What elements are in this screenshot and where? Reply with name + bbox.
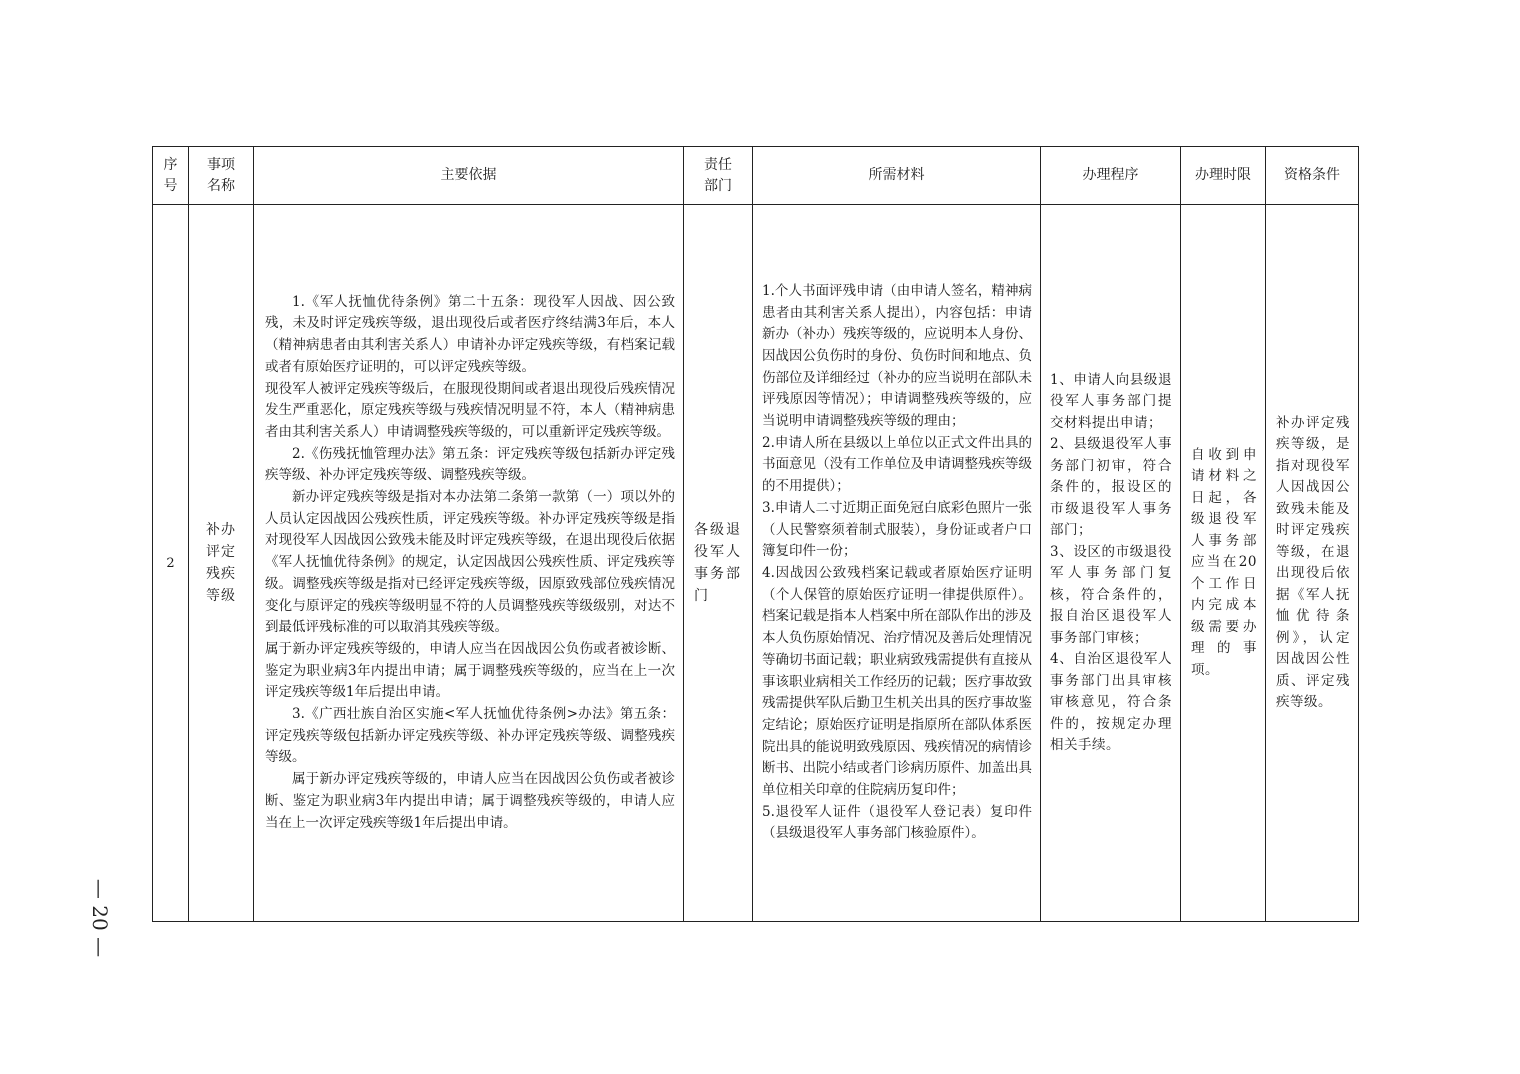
procedure-step: 4、自治区退役军人事务部门出具审核审核意见，符合条件的，按规定办理相关手续。 [1050,651,1172,753]
row-required-materials [753,205,1041,922]
service-item-table [152,146,1359,922]
row-time-limit [1181,205,1266,922]
material-item: 3.申请人二寸近期正面免冠白底彩色照片一张（人民警察须着制式服装），身份证或者户口簿复印件一份； [762,499,1032,560]
material-item: 2.申请人所在县级以上单位以正式文件出具的书面意见（没有工作单位及申请调整残疾等级的不用提供）； [762,434,1032,495]
basis-paragraph: 3.《广西壮族自治区实施<军人抚恤优待条例>办法》第五条：评定残疾等级包括新办评定残疾等级、补办评定残疾等级、调整残疾等级。 [265,706,675,766]
page-number [80,868,120,968]
time-limit-text: 自收到申请材料之日起，各级退役军人事务部应当在20个工作日内完成本级需要办理的事项。 [1191,446,1257,678]
qualification-text: 补办评定残疾等级，是指对现役军人因战因公致残未能及时评定残疾等级，在退出现役后依据《军人抚恤优待条例》，认定因战因公性质、评定残疾等级。 [1276,414,1350,710]
header-qualification: 资格条件 [1266,147,1359,205]
basis-paragraph: 现役军人被评定残疾等级后，在服现役期间或者退出现役后残疾情况发生严重恶化，原定残疾等级与残疾情况明显不符，本人（精神病患者由其利害关系人）申请调整残疾等级的，可以重新评定残疾等级。 [265,380,675,440]
row-item-name: 补办 评定 残疾 等级 [189,205,254,922]
header-procedure: 办理程序 [1041,147,1181,205]
basis-paragraph: 2.《伤残抚恤管理办法》第五条：评定残疾等级包括新办评定残疾等级、补办评定残疾等级、调整残疾等级。 [265,445,675,484]
procedure-step: 3、设区的市级退役军人事务部门复核，符合条件的，报自治区退役军人事务部门审核； [1050,543,1172,646]
material-item: 5.退役军人证件（退役军人登记表）复印件（县级退役军人事务部门核验原件）。 [762,803,1032,842]
basis-paragraph: 属于新办评定残疾等级的，申请人应当在因战因公负伤或者被诊断、鉴定为职业病3年内提出申请；属于调整残疾等级的，申请人应当在上一次评定残疾等级1年后提出申请。 [265,771,675,831]
header-item-name: 事项 名称 [189,147,254,205]
procedure-step: 2、县级退役军人事务部门初审，符合条件的，报设区的市级退役军人事务部门； [1050,436,1172,538]
row-responsible-dept: 各级退役军人事务部门 [684,205,753,922]
row-qualification [1266,205,1359,922]
material-item: 1.个人书面评残申请（由申请人签名，精神病患者由其利害关系人提出），内容包括：申请新办（补办）残疾等级的，应说明本人身份、因战因公负伤时的身份、负伤时间和地点、负伤部位及详细经过（补办的应当说明在部队未评残原因等情况）；申请调整残疾等级的，应当说明申请调整残疾等级的理由； [762,282,1032,430]
row-procedure [1041,205,1181,922]
table-row [153,205,1359,922]
material-item: 4.因战因公致残档案记载或者原始医疗证明（个人保管的原始医疗证明一律提供原件）。档案记载是指本人档案中所在部队作出的涉及本人负伤原始情况、治疗情况及善后处理情况等确切书面记载；职业病致残需提供有直接从事该职业病相关工作经历的记载；医疗事故致残需提供军队后勤卫生机关出具的医疗事故鉴定结论；原始医疗证明是指原所在部队体系医院出具的能说明致残原因、残疾情况的病情诊断书、出院小结或者门诊病历原件、加盖出具单位相关印章的住院病历复印件； [762,565,1032,799]
header-row [153,147,1359,205]
header-seq: 序 号 [153,147,189,205]
header-responsible-dept: 责任 部门 [684,147,753,205]
basis-paragraph: 新办评定残疾等级是指对本办法第二条第一款第（一）项以外的人员认定因战因公残疾性质，评定残疾等级。补办评定残疾等级是指对现役军人因战因公致残未能及时评定残疾等级，在退出现役后依据《军人抚恤优待条例》的规定，认定因战因公残疾性质、评定残疾等级。调整残疾等级是指对已经评定残疾等级，因原致残部位残疾情况变化与原评定的残疾等级明显不符的人员调整残疾等级级别，对达不到最低评残标准的可以取消其残疾等级。 [265,489,675,636]
basis-paragraph: 属于新办评定残疾等级的，申请人应当在因战因公负伤或者被诊断、鉴定为职业病3年内提出申请；属于调整残疾等级的，应当在上一次评定残疾等级1年后提出申请。 [265,640,675,701]
basis-paragraph: 1.《军人抚恤优待条例》第二十五条：现役军人因战、因公致残，未及时评定残疾等级，退出现役后或者医疗终结满3年后，本人（精神病患者由其利害关系人）申请补办评定残疾等级，有档案记载或者有原始医疗证明的，可以评定残疾等级。 [265,293,675,375]
header-required-materials: 所需材料 [753,147,1041,205]
header-time-limit: 办理时限 [1181,147,1266,205]
row-main-basis [254,205,684,922]
header-main-basis: 主要依据 [254,147,684,205]
procedure-step: 1、申请人向县级退役军人事务部门提交材料提出申请； [1050,371,1172,431]
row-seq: 2 [153,205,189,922]
page-number-text: — 20 — [88,878,113,958]
